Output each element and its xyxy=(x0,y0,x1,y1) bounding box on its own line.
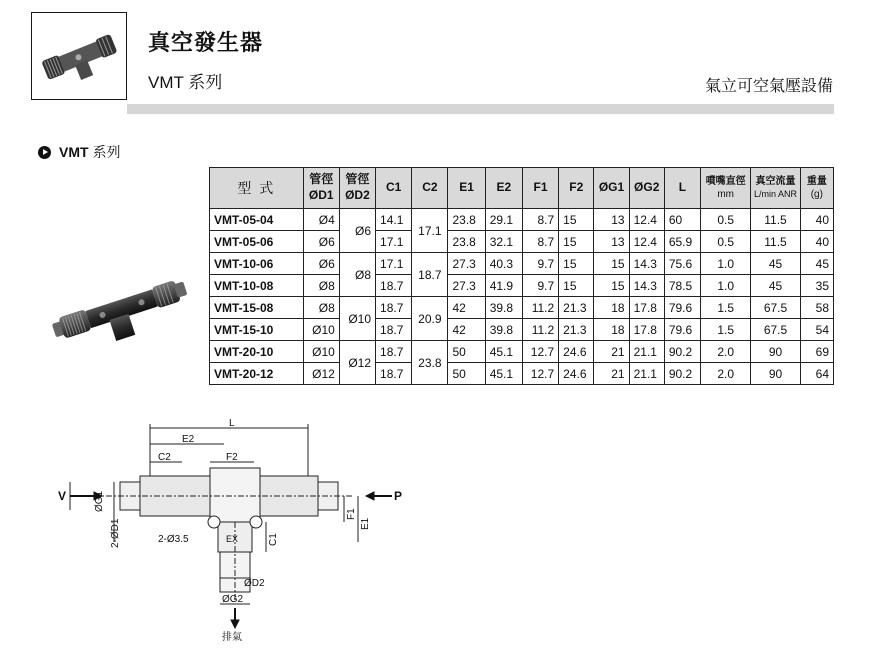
table-row xyxy=(210,297,834,319)
cell-g2: 21.1 xyxy=(629,341,664,363)
cell-e2: 29.1 xyxy=(485,209,522,231)
cell-g2: 17.8 xyxy=(629,297,664,319)
cell-g2: 14.3 xyxy=(629,253,664,275)
col-d2-bot: ØD2 xyxy=(345,188,370,202)
col-flow-bot: L/min ANR xyxy=(753,189,797,199)
cell-nozzle: 2.0 xyxy=(701,363,751,385)
cell-flow: 45 xyxy=(751,253,800,275)
cell-d1: Ø6 xyxy=(303,253,339,275)
cell-nozzle: 1.5 xyxy=(701,319,751,341)
series-subtitle: VMT 系列 xyxy=(148,73,223,92)
table-row xyxy=(210,231,834,253)
section-heading-bold: VMT xyxy=(59,144,89,160)
cell-f1: 12.7 xyxy=(522,363,558,385)
cell-l: 79.6 xyxy=(664,319,700,341)
cell-g2: 14.3 xyxy=(629,275,664,297)
cell-f2: 24.6 xyxy=(559,363,594,385)
cell-l: 60 xyxy=(664,209,700,231)
table-row xyxy=(210,275,834,297)
cell-d2: Ø6 xyxy=(339,209,375,253)
col-e2: E2 xyxy=(485,168,522,209)
dim-G1: ØG1 xyxy=(94,490,105,512)
col-weight xyxy=(800,168,833,209)
play-bullet-icon xyxy=(38,146,51,159)
cell-weight: 40 xyxy=(800,209,833,231)
cell-g2: 21.1 xyxy=(629,363,664,385)
cell-model: VMT-10-08 xyxy=(210,275,304,297)
cell-weight: 64 xyxy=(800,363,833,385)
cell-flow: 67.5 xyxy=(751,297,800,319)
dim-F2: F2 xyxy=(226,452,238,463)
cell-f1: 11.2 xyxy=(522,297,558,319)
dim-G2: ØG2 xyxy=(222,594,244,605)
table-header-row xyxy=(210,168,834,209)
col-model: 型 式 xyxy=(210,168,304,209)
cell-flow: 45 xyxy=(751,275,800,297)
cell-d1: Ø10 xyxy=(303,319,339,341)
col-c2: C2 xyxy=(412,168,448,209)
cell-f2: 15 xyxy=(559,209,594,231)
cell-e1: 23.8 xyxy=(448,231,485,253)
col-e1: E1 xyxy=(448,168,485,209)
dim-E1: E1 xyxy=(360,517,371,530)
cell-f2: 21.3 xyxy=(559,319,594,341)
cell-d1: Ø6 xyxy=(303,231,339,253)
col-l: L xyxy=(664,168,700,209)
cell-weight: 45 xyxy=(800,253,833,275)
col-d2 xyxy=(339,168,375,209)
dim-C2: C2 xyxy=(158,452,171,463)
cell-e2: 41.9 xyxy=(485,275,522,297)
dim-D1: 2-ØD1 xyxy=(110,518,121,548)
cell-d2: Ø12 xyxy=(339,341,375,385)
cell-flow: 90 xyxy=(751,363,800,385)
cell-f2: 21.3 xyxy=(559,297,594,319)
dimension-drawing xyxy=(54,418,424,648)
cell-e1: 42 xyxy=(448,297,485,319)
cell-g1: 21 xyxy=(594,363,629,385)
col-f2: F2 xyxy=(559,168,594,209)
cell-d1: Ø8 xyxy=(303,297,339,319)
col-d1-bot: ØD1 xyxy=(308,188,334,202)
cell-weight: 40 xyxy=(800,231,833,253)
cell-l: 90.2 xyxy=(664,363,700,385)
cell-c1: 18.7 xyxy=(376,297,412,319)
cell-e1: 27.3 xyxy=(448,253,485,275)
cell-f2: 15 xyxy=(559,231,594,253)
cell-e2: 45.1 xyxy=(485,341,522,363)
dim-F1: F1 xyxy=(346,508,357,520)
cell-model: VMT-05-06 xyxy=(210,231,304,253)
label-V: V xyxy=(58,489,67,503)
col-weight-bot: (g) xyxy=(810,189,823,200)
header-divider xyxy=(127,104,834,114)
cell-model: VMT-05-04 xyxy=(210,209,304,231)
cell-g1: 15 xyxy=(594,275,629,297)
cell-e1: 50 xyxy=(448,341,485,363)
product-photo xyxy=(45,262,195,347)
cell-f2: 15 xyxy=(559,275,594,297)
col-nozzle-top: 噴嘴直徑 xyxy=(705,176,746,187)
cell-l: 75.6 xyxy=(664,253,700,275)
cell-g2: 12.4 xyxy=(629,209,664,231)
dim-D2: ØD2 xyxy=(244,578,265,589)
cell-e1: 23.8 xyxy=(448,209,485,231)
cell-e2: 45.1 xyxy=(485,363,522,385)
cell-d1: Ø4 xyxy=(303,209,339,231)
cell-l: 78.5 xyxy=(664,275,700,297)
cell-l: 65.9 xyxy=(664,231,700,253)
cell-model: VMT-20-12 xyxy=(210,363,304,385)
cell-flow: 11.5 xyxy=(751,231,800,253)
cell-c1: 18.7 xyxy=(376,363,412,385)
cell-flow: 67.5 xyxy=(751,319,800,341)
cell-f1: 12.7 xyxy=(522,341,558,363)
cell-d2: Ø8 xyxy=(339,253,375,297)
cell-d1: Ø8 xyxy=(303,275,339,297)
cell-e2: 32.1 xyxy=(485,231,522,253)
section-heading xyxy=(38,142,121,162)
table-row xyxy=(210,209,834,231)
cell-g2: 12.4 xyxy=(629,231,664,253)
cell-model: VMT-20-10 xyxy=(210,341,304,363)
cell-flow: 11.5 xyxy=(751,209,800,231)
dim-E2: E2 xyxy=(182,434,195,445)
col-nozzle-bot: mm xyxy=(717,189,735,200)
col-c1: C1 xyxy=(376,168,412,209)
cell-weight: 58 xyxy=(800,297,833,319)
cell-c2: 17.1 xyxy=(412,209,448,253)
section-heading-text: 系列 xyxy=(92,144,121,160)
cell-flow: 90 xyxy=(751,341,800,363)
cell-f2: 15 xyxy=(559,253,594,275)
col-flow-top: 真空流量 xyxy=(755,176,796,187)
cell-weight: 54 xyxy=(800,319,833,341)
dim-hole: 2-Ø3.5 xyxy=(158,534,189,545)
cell-d1: Ø10 xyxy=(303,341,339,363)
page-title: 真空發生器 xyxy=(148,30,264,55)
cell-g2: 17.8 xyxy=(629,319,664,341)
cell-f1: 8.7 xyxy=(522,231,558,253)
cell-c1: 14.1 xyxy=(376,209,412,231)
cell-d2: Ø10 xyxy=(339,297,375,341)
dim-C1: C1 xyxy=(268,533,279,546)
cell-l: 90.2 xyxy=(664,341,700,363)
cell-g1: 18 xyxy=(594,297,629,319)
cell-weight: 35 xyxy=(800,275,833,297)
dim-L: L xyxy=(229,418,235,429)
label-exhaust: 排氣 xyxy=(222,632,242,643)
col-f1: F1 xyxy=(522,168,558,209)
cell-c1: 18.7 xyxy=(376,319,412,341)
table-row xyxy=(210,341,834,363)
col-weight-top: 重量 xyxy=(806,176,827,187)
cell-c2: 18.7 xyxy=(412,253,448,297)
cell-e1: 50 xyxy=(448,363,485,385)
cell-f2: 24.6 xyxy=(559,341,594,363)
cell-model: VMT-15-08 xyxy=(210,297,304,319)
product-thumbnail-image xyxy=(32,13,126,99)
cell-nozzle: 1.0 xyxy=(701,253,751,275)
cell-c1: 17.1 xyxy=(376,231,412,253)
cell-g1: 21 xyxy=(594,341,629,363)
cell-d1: Ø12 xyxy=(303,363,339,385)
label-EX: EX xyxy=(226,534,239,544)
table-row xyxy=(210,319,834,341)
cell-c1: 18.7 xyxy=(376,275,412,297)
label-P: P xyxy=(394,489,403,503)
cell-nozzle: 0.5 xyxy=(701,209,751,231)
table-row xyxy=(210,253,834,275)
cell-e1: 42 xyxy=(448,319,485,341)
cell-f1: 8.7 xyxy=(522,209,558,231)
cell-l: 79.6 xyxy=(664,297,700,319)
cell-g1: 18 xyxy=(594,319,629,341)
cell-e2: 40.3 xyxy=(485,253,522,275)
col-d1 xyxy=(303,168,339,209)
spec-table-body xyxy=(210,209,834,385)
brand-name: 氣立可空氣壓設備 xyxy=(704,78,833,95)
cell-g1: 15 xyxy=(594,253,629,275)
col-g1: ØG1 xyxy=(594,168,629,209)
cell-c1: 17.1 xyxy=(376,253,412,275)
cell-c1: 18.7 xyxy=(376,341,412,363)
col-d1-top: 管徑 xyxy=(309,172,334,187)
table-row xyxy=(210,363,834,385)
cell-f1: 9.7 xyxy=(522,275,558,297)
product-thumbnail xyxy=(31,12,127,100)
col-g2: ØG2 xyxy=(629,168,664,209)
cell-model: VMT-10-06 xyxy=(210,253,304,275)
col-flow xyxy=(751,168,800,209)
cell-e2: 39.8 xyxy=(485,319,522,341)
cell-weight: 69 xyxy=(800,341,833,363)
cell-g1: 13 xyxy=(594,231,629,253)
cell-c2: 20.9 xyxy=(412,297,448,341)
spec-table xyxy=(209,167,834,385)
cell-f1: 9.7 xyxy=(522,253,558,275)
col-nozzle xyxy=(701,168,751,209)
cell-f1: 11.2 xyxy=(522,319,558,341)
cell-e1: 27.3 xyxy=(448,275,485,297)
cell-g1: 13 xyxy=(594,209,629,231)
cell-nozzle: 1.5 xyxy=(701,297,751,319)
cell-c2: 23.8 xyxy=(412,341,448,385)
cell-nozzle: 2.0 xyxy=(701,341,751,363)
cell-nozzle: 0.5 xyxy=(701,231,751,253)
col-d2-top: 管徑 xyxy=(345,172,370,187)
cell-model: VMT-15-10 xyxy=(210,319,304,341)
cell-nozzle: 1.0 xyxy=(701,275,751,297)
cell-e2: 39.8 xyxy=(485,297,522,319)
